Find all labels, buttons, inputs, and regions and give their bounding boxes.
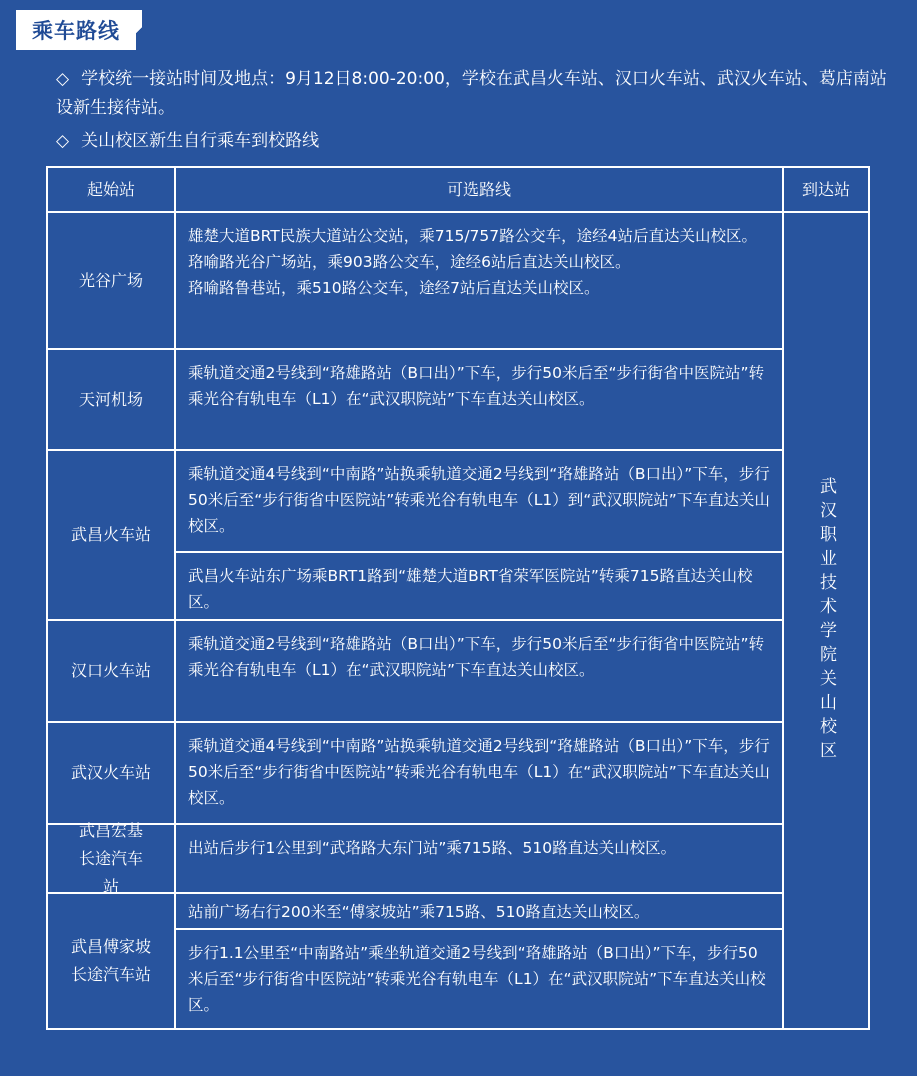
start-station-label: 汉口火车站 [70,661,151,680]
start-station-cell [46,449,176,621]
section-title: 乘车路线 [16,10,136,50]
route-text: 乘轨道交通2号线到“珞雄路站（B口出）”下车，步行50米后至“步行街省中医院站”转乘光谷有轨电车（L1）在“武汉职院站”下车直达关山校区。 [188,364,765,408]
diamond-bullet-icon: ◇ [56,69,70,89]
route-cell [174,449,784,553]
intro-text: 学校统一接站时间及地点：9月12日8:00-20:00，学校在武昌火车站、汉口火车站、武汉火车站、葛店南站设新生接待站。 [56,69,887,118]
route-cell [174,619,784,723]
start-station-label: 武昌傅家坡长途汽车站 [70,937,151,984]
route-text: 武昌火车站东广场乘BRT1路到“雄楚大道BRT省荣军医院站”转乘715路直达关山校区。 [188,567,753,611]
start-station-label: 武昌宏基长途汽车站 [78,820,143,896]
start-station-cell [46,348,176,451]
route-text: 出站后步行1公里到“武珞路大东门站”乘715路、510路直达关山校区。 [188,839,677,857]
route-cell [174,721,784,825]
route-text: 乘轨道交通2号线到“珞雄路站（B口出）”下车，步行50米后至“步行街省中医院站”转乘光谷有轨电车（L1）在“武汉职院站”下车直达关山校区。 [188,635,765,679]
header-arrival: 到达站 [782,166,870,213]
route-text: 站前广场右行200米至“傅家坡站”乘715路、510路直达关山校区。 [188,903,650,921]
start-station-label: 天河机场 [78,389,143,409]
start-station-label: 武汉火车站 [70,763,151,782]
route-text: 乘轨道交通4号线到“中南路”站换乘轨道交通2号线到“珞雄路站（B口出）”下车，步行50米后至“步行街省中医院站”转乘光谷有轨电车（L1）到“武汉职院站”下车直达关山校区。 [188,465,770,535]
header-start-station: 起始站 [46,166,176,213]
route-cell [174,928,784,1030]
start-station-cell [46,619,176,723]
start-station-cell [46,211,176,350]
start-station-cell [46,820,176,896]
route-cell [174,211,784,350]
intro-subtitle [56,127,319,156]
route-text: 步行1.1公里至“中南路站”乘坐轨道交通2号线到“珞雄路站（B口出）”下车，步行50米后至“步行街省中医院站”转乘光谷有轨电车（L1）在“武汉职院站”下车直达关山校区。 [188,944,766,1014]
arrival-station-cell [782,211,870,1030]
diamond-bullet-icon: ◇ [56,131,70,151]
start-station-label: 武昌火车站 [70,525,151,544]
start-station-cell [46,721,176,825]
route-cell [174,551,784,621]
route-text: 雄楚大道BRT民族大道站公交站，乘715/757路公交车，途经4站后直达关山校区。 [188,227,757,245]
route-text: 珞喻路光谷广场站，乘903路公交车，途经6站后直达关山校区。 [188,253,631,271]
route-text: 珞喻路鲁巷站，乘510路公交车，途经7站后直达关山校区。 [188,279,600,297]
start-station-cell [46,892,176,1030]
route-cell [174,892,784,930]
start-station-label: 光谷广场 [78,270,143,290]
subtitle-text: 关山校区新生自行乘车到校路线 [81,131,320,151]
intro-paragraph [56,65,898,123]
route-cell [174,823,784,894]
route-text: 乘轨道交通4号线到“中南路”站换乘轨道交通2号线到“珞雄路站（B口出）”下车，步行50米后至“步行街省中医院站”转乘光谷有轨电车（L1）在“武汉职院站”下车直达关山校区。 [188,737,770,807]
arrival-station-label: 武汉职业技术学院关山校区 [816,476,836,765]
route-cell [174,348,784,451]
header-routes: 可选路线 [174,166,784,213]
